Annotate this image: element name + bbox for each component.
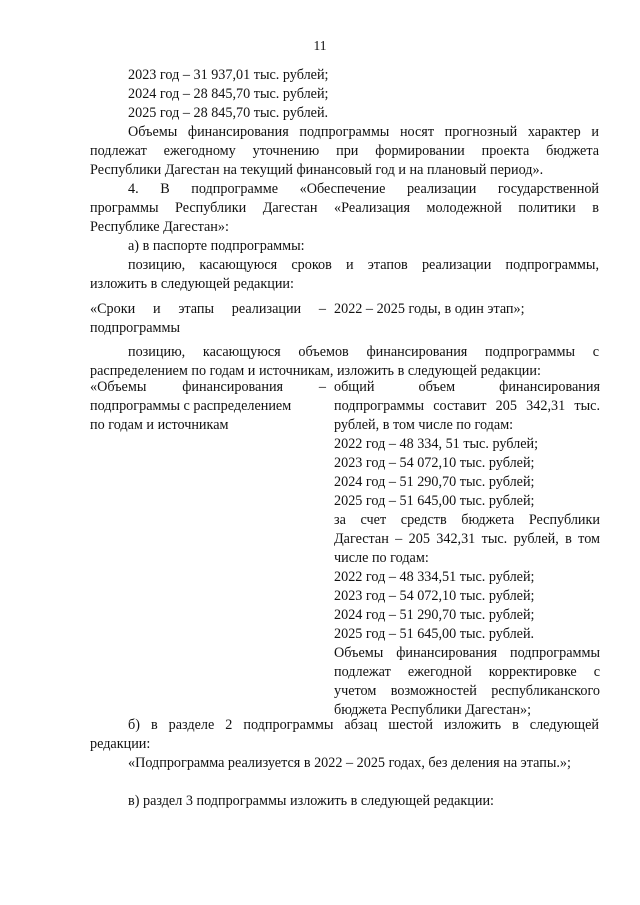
funding-value-line: числе по годам:: [334, 550, 429, 566]
paragraph-volumes-line-1: Объемы финансирования подпрограммы носят прогнозный характер и: [128, 124, 599, 140]
page-number: 11: [313, 38, 327, 53]
paragraph-terms-line-1: позицию, касающуюся сроков и этапов реализации подпрограммы,: [128, 257, 599, 273]
paragraph-item4-line-1: 4. В подпрограмме «Обеспечение реализации государственной: [128, 181, 599, 197]
funding-line-2023: 2023 год – 31 937,01 тыс. рублей;: [128, 67, 329, 83]
item-b-line-1: б) в разделе 2 подпрограммы абзац шестой изложить в следующей: [128, 717, 599, 733]
item-a: а) в паспорте подпрограммы:: [128, 238, 305, 254]
funding-value-line: 2024 год – 51 290,70 тыс. рублей;: [334, 474, 535, 490]
funding-value-line: 2023 год – 54 072,10 тыс. рублей;: [334, 588, 535, 604]
paragraph-volumes-line-3: Республики Дагестан на текущий финансовый год и на плановый период».: [90, 162, 544, 178]
funding-value-line: Дагестан – 205 342,31 тыс. рублей, в том: [334, 531, 600, 547]
terms-label-line-1: «Сроки и этапы реализации –: [90, 301, 326, 317]
funding-value-line: бюджета Республики Дагестан»;: [334, 702, 532, 718]
funding-value-line: Объемы финансирования подпрограммы: [334, 645, 600, 661]
funding-label-line: подпрограммы с распределением: [90, 398, 292, 414]
funding-value-line: рублей, в том числе по годам:: [334, 417, 514, 433]
paragraph-terms-line-2: изложить в следующей редакции:: [90, 276, 294, 292]
funding-value-line: 2022 год – 48 334, 51 тыс. рублей;: [334, 436, 539, 452]
funding-label-line: «Объемы финансирования –: [90, 379, 326, 395]
funding-value-line: подпрограммы составит 205 342,31 тыс.: [334, 398, 600, 414]
quote-b: «Подпрограмма реализуется в 2022 – 2025 годах, без деления на этапы.»;: [128, 755, 571, 771]
funding-line-2025: 2025 год – 28 845,70 тыс. рублей.: [128, 105, 329, 121]
paragraph-volumes-line-2: подлежат ежегодному уточнению при формировании проекта бюджета: [90, 143, 599, 159]
funding-value-line: 2022 год – 48 334,51 тыс. рублей;: [334, 569, 535, 585]
funding-value-line: общий объем финансирования: [334, 379, 600, 395]
funding-value-line: 2023 год – 54 072,10 тыс. рублей;: [334, 455, 535, 471]
paragraph-item4-line-2: программы Республики Дагестан «Реализация молодежной политики в: [90, 200, 599, 216]
funding-table-label-cell: [90, 378, 326, 435]
funding-value-line: 2024 год – 51 290,70 тыс. рублей;: [334, 607, 535, 623]
item-b-line-2: редакции:: [90, 736, 151, 752]
funding-value-line: подлежат ежегодной корректировке с: [334, 664, 600, 680]
funding-label-line: по годам и источникам: [90, 417, 229, 433]
funding-value-line: 2025 год – 51 645,00 тыс. рублей.: [334, 626, 535, 642]
funding-value-line: 2025 год – 51 645,00 тыс. рублей;: [334, 493, 535, 509]
paragraph-funding-line-1: позицию, касающуюся объемов финансирования подпрограммы с: [128, 344, 599, 360]
item-v: в) раздел 3 подпрограммы изложить в следующей редакции:: [128, 793, 494, 809]
funding-value-line: учетом возможностей республиканского: [334, 683, 600, 699]
funding-table-value-cell: [334, 378, 600, 720]
paragraph-funding-line-2: распределением по годам и источникам, изложить в следующей редакции:: [90, 363, 541, 379]
funding-value-line: за счет средств бюджета Республики: [334, 512, 600, 528]
terms-value: 2022 – 2025 годы, в один этап»;: [334, 301, 525, 317]
paragraph-item4-line-3: Республике Дагестан»:: [90, 219, 229, 235]
terms-label-line-2: подпрограммы: [90, 320, 180, 336]
funding-line-2024: 2024 год – 28 845,70 тыс. рублей;: [128, 86, 329, 102]
